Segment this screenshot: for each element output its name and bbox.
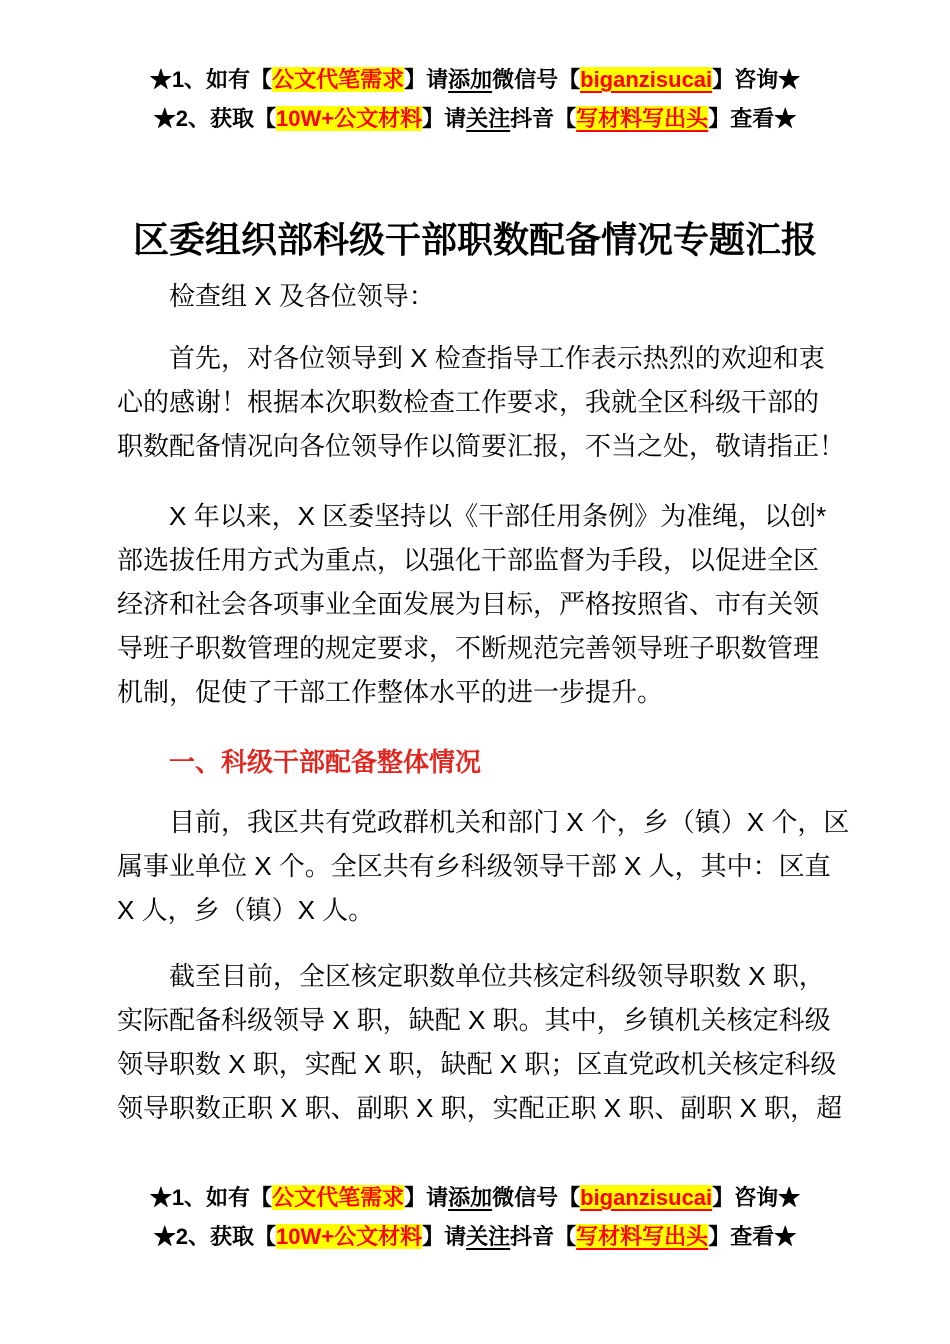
promo-segment: 微信号【	[492, 1185, 581, 1210]
promo-segment: 】咨询★	[712, 1185, 801, 1210]
promo-segment: 公文代笔需求	[272, 67, 405, 92]
promo-header	[0, 60, 950, 138]
text-line: 领导职数 X 职，实配 X 职，缺配 X 职；区直党政机关核定科级	[117, 1049, 837, 1079]
promo-segment: 】查看★	[708, 1224, 797, 1249]
promo-segment: ★1、如有【	[149, 1185, 273, 1210]
promo-segment: 添加	[448, 67, 493, 92]
section-heading-1: 一、科级干部配备整体情况	[169, 747, 482, 777]
document-body	[117, 274, 850, 1130]
promo-segment: 公文代笔需求	[272, 1185, 405, 1210]
promo-segment: biganzisucai	[580, 1185, 713, 1210]
text-line: 心的感谢！根据本次职数检查工作要求，我就全区科级干部的	[117, 387, 820, 417]
promo-footer-line-1	[0, 1178, 950, 1217]
promo-segment: 10W+公文材料	[276, 106, 423, 131]
promo-segment: 】请	[404, 67, 449, 92]
promo-header-line-1	[0, 60, 950, 99]
text-line: X 年以来，X 区委坚持以《干部任用条例》为准绳，以创*	[169, 501, 827, 531]
promo-segment: 抖音【	[510, 1224, 577, 1249]
paragraph-2	[117, 494, 833, 714]
text-line: 领导职数正职 X 职、副职 X 职，实配正职 X 职、副职 X 职，超	[117, 1093, 843, 1123]
text-line: 实际配备科级领导 X 职，缺配 X 职。其中，乡镇机关核定科级	[117, 1005, 831, 1035]
promo-segment: 添加	[448, 1185, 493, 1210]
promo-footer-line-2	[0, 1217, 950, 1256]
promo-segment: 】请	[422, 106, 467, 131]
document-title: 区委组织部科级干部职数配备情况专题汇报	[132, 219, 817, 261]
promo-segment: 写材料写出头	[576, 106, 709, 131]
promo-footer	[0, 1178, 950, 1256]
promo-segment: 10W+公文材料	[276, 1224, 423, 1249]
promo-header-line-2	[0, 99, 950, 138]
text-line: X 人，乡（镇）X 人。	[117, 895, 375, 925]
text-line: 属事业单位 X 个。全区共有乡科级领导干部 X 人，其中：区直	[117, 851, 831, 881]
text-line: 经济和社会各项事业全面发展为目标，严格按照省、市有关领	[117, 589, 820, 619]
promo-segment: 关注	[466, 106, 511, 131]
promo-segment: ★2、获取【	[153, 1224, 277, 1249]
paragraph-3	[117, 800, 850, 932]
text-line: 部选拔任用方式为重点，以强化干部监督为手段，以促进全区	[117, 545, 820, 575]
promo-segment: biganzisucai	[580, 67, 713, 92]
promo-segment: 】请	[422, 1224, 467, 1249]
promo-segment: 关注	[466, 1224, 511, 1249]
paragraph-1	[117, 336, 846, 468]
text-line: 职数配备情况向各位领导作以简要汇报，不当之处，敬请指正！	[117, 431, 846, 461]
paragraph-4	[117, 954, 843, 1130]
promo-segment: ★2、获取【	[153, 106, 277, 131]
text-line: 首先，对各位领导到 X 检查指导工作表示热烈的欢迎和衷	[169, 343, 825, 373]
promo-segment: 写材料写出头	[576, 1224, 709, 1249]
text-line: 截至目前，全区核定职数单位共核定科级领导职数 X 职，	[169, 961, 825, 991]
promo-segment: 抖音【	[510, 106, 577, 131]
salutation: 检查组 X 及各位领导：	[169, 281, 435, 311]
promo-segment: 微信号【	[492, 67, 581, 92]
promo-segment: 】请	[404, 1185, 449, 1210]
text-line: 机制，促使了干部工作整体水平的进一步提升。	[117, 677, 664, 707]
promo-segment: 】查看★	[708, 106, 797, 131]
text-line: 目前，我区共有党政群机关和部门 X 个，乡（镇）X 个，区	[169, 807, 850, 837]
promo-segment: 】咨询★	[712, 67, 801, 92]
promo-segment: ★1、如有【	[149, 67, 273, 92]
text-line: 导班子职数管理的规定要求，不断规范完善领导班子职数管理	[117, 633, 820, 663]
